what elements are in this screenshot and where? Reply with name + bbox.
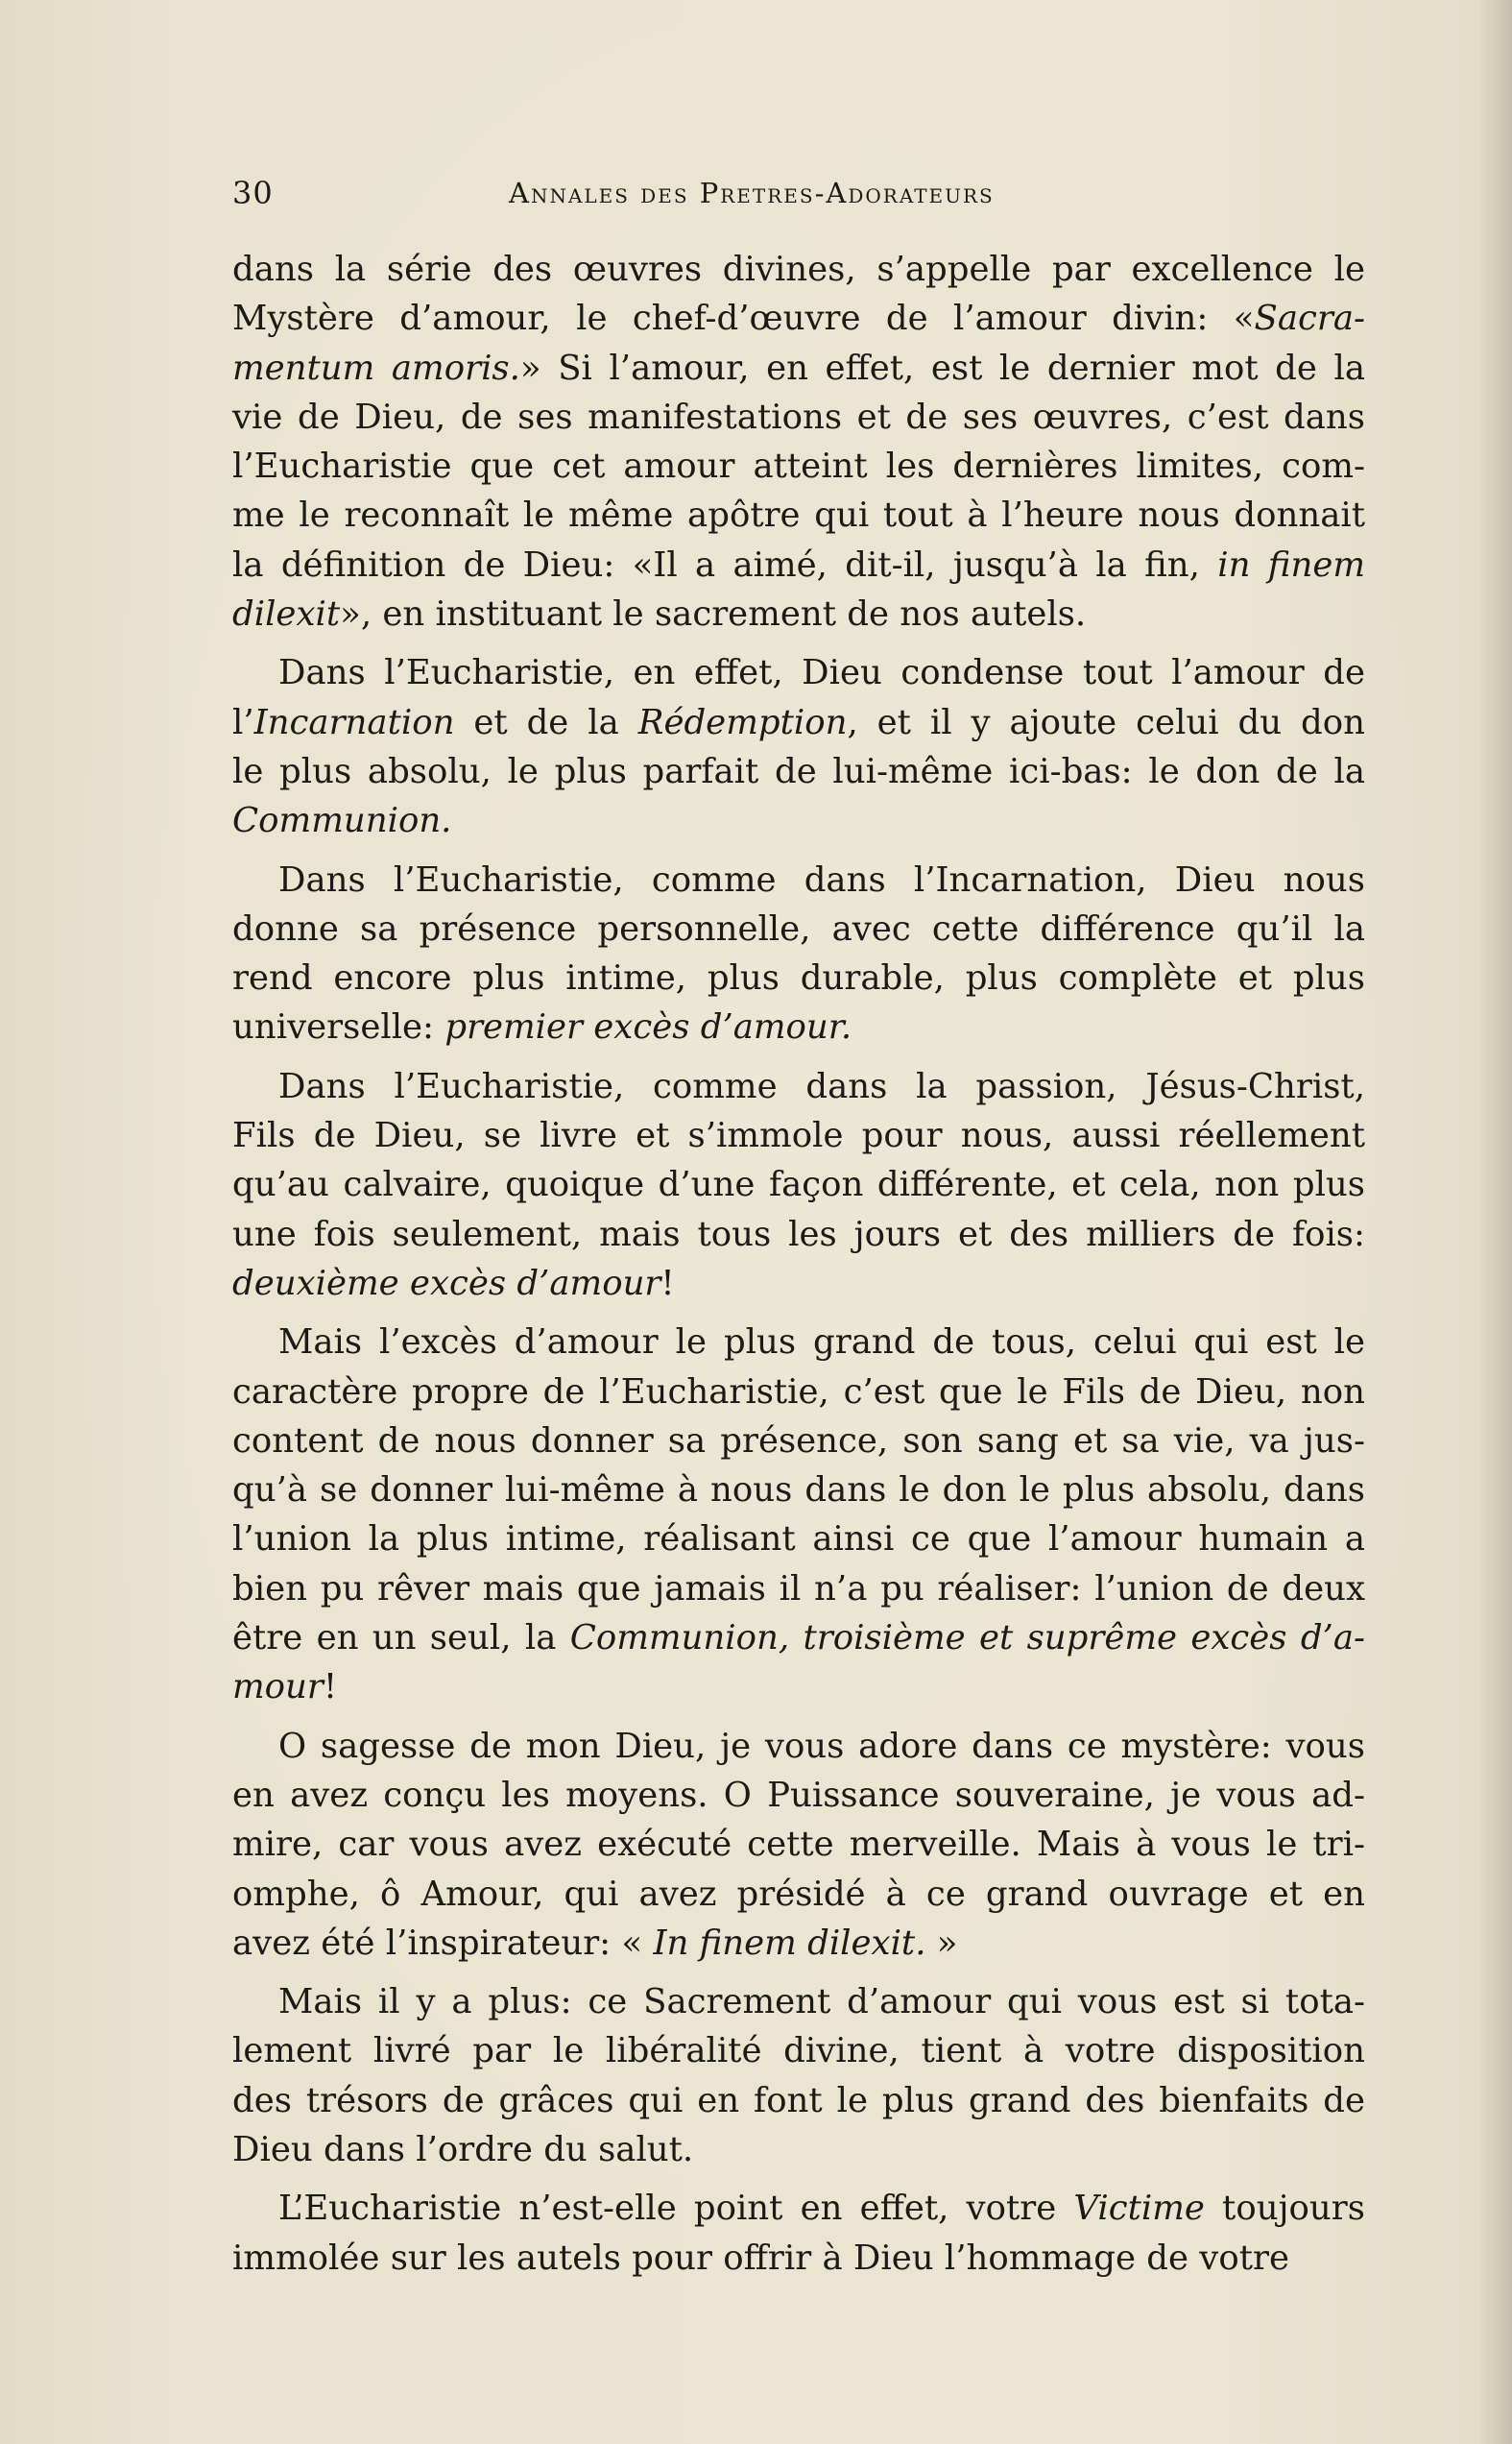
text-segment: dilexit	[232, 594, 341, 635]
text-segment: Dans l’Eucharistie, comme dans l’Incarnation, Dieu nous	[278, 859, 1365, 900]
text-segment: qu’au calvaire, quoique d’une façon différente, et cela, non plus	[232, 1165, 1365, 1205]
paragraph	[232, 1062, 1365, 1308]
text-segment: la définition de Dieu: «Il a aimé, dit-il, jusqu’à la fin,	[232, 544, 1218, 585]
text-line	[232, 1870, 1365, 1919]
paragraph-gap	[232, 1968, 1365, 1977]
text-segment: universelle:	[232, 1007, 445, 1048]
paragraph	[232, 245, 1365, 639]
text-segment: In finem dilexit.	[653, 1923, 926, 1963]
text-segment: Rédemption	[637, 702, 848, 742]
text-segment: mentum amoris.	[232, 348, 520, 388]
text-line	[232, 2184, 1365, 2233]
text-segment: bien pu rêver mais que jamais il n’a pu réaliser: l’union de deux	[232, 1568, 1365, 1609]
text-segment: caractère propre de l’Eucharistie, c’est que le Fils de Dieu, non	[232, 1371, 1365, 1412]
text-line	[232, 294, 1365, 343]
text-segment: », en instituant le sacrement de nos autels.	[340, 594, 1087, 635]
text-line	[232, 1820, 1365, 1869]
text-line	[232, 1919, 1365, 1968]
text-segment: deuxième excès d’amour	[232, 1263, 661, 1303]
text-segment: Dieu dans l’ordre du salut.	[232, 2129, 694, 2169]
text-segment: mire, car vous avez exécuté cette merveille. Mais à vous le tri-	[232, 1825, 1365, 1865]
text-segment: donne sa présence personnelle, avec cette différence qu’il la	[232, 908, 1365, 949]
text-line	[232, 1662, 1365, 1711]
text-line	[232, 1465, 1365, 1514]
page-edge-shadow	[1477, 0, 1512, 2444]
paragraph-gap	[232, 1308, 1365, 1318]
text-line	[232, 1613, 1365, 1662]
text-line	[232, 245, 1365, 294]
text-line	[232, 1416, 1365, 1465]
paragraph	[232, 648, 1365, 845]
text-segment: Communion, troisième et suprême excès d’a-	[569, 1618, 1365, 1658]
text-segment: Dans l’Eucharistie, comme dans la passion, Jésus-Christ,	[278, 1066, 1365, 1106]
text-line	[232, 905, 1365, 954]
text-segment: en avez conçu les moyens. O Puissance souveraine, je vous ad-	[232, 1775, 1365, 1815]
paragraph	[232, 1977, 1365, 2174]
paragraph-gap	[232, 639, 1365, 648]
text-segment: Incarnation	[253, 702, 455, 742]
text-line	[232, 491, 1365, 540]
text-segment: l’Eucharistie que cet amour atteint les dernières limites, com-	[232, 447, 1365, 487]
text-segment: des trésors de grâces qui en font le plus grand des bienfaits de	[232, 2080, 1365, 2120]
paragraph	[232, 1722, 1365, 1968]
text-segment: Communion.	[232, 801, 452, 841]
text-line	[232, 1514, 1365, 1563]
text-segment: Victime	[1073, 2189, 1205, 2229]
text-segment: qu’à se donner lui-même à nous dans le don le plus absolu, dans	[232, 1470, 1365, 1511]
text-line	[232, 698, 1365, 747]
text-segment: toujours	[1204, 2189, 1365, 2229]
text-line	[232, 1003, 1365, 1052]
text-segment: !	[323, 1667, 338, 1707]
text-line	[232, 1771, 1365, 1820]
paragraph-gap	[232, 1053, 1365, 1062]
text-segment: et de la	[454, 702, 638, 742]
text-line	[232, 2076, 1365, 2125]
text-line	[232, 541, 1365, 590]
paragraph-gap	[232, 846, 1365, 856]
text-segment: » Si l’amour, en effet, est le dernier mot de la	[519, 348, 1365, 388]
text-line	[232, 1259, 1365, 1308]
text-line	[232, 1210, 1365, 1259]
text-segment: Mystère d’amour, le chef-d’œuvre de l’amour divin: «	[232, 299, 1255, 339]
running-head	[232, 175, 1096, 223]
text-segment: l’union la plus intime, réalisant ainsi ce que l’amour humain a	[232, 1519, 1365, 1560]
text-line	[232, 1111, 1365, 1160]
text-segment: »	[925, 1923, 958, 1963]
text-segment: vie de Dieu, de ses manifestations et de ses œuvres, c’est dans	[232, 397, 1365, 437]
text-segment: Mais il y a plus: ce Sacrement d’amour qui vous est si tota-	[278, 1982, 1365, 2022]
text-line	[232, 590, 1365, 639]
text-segment: L’Eucharistie n’est-elle point en effet, votre	[278, 2189, 1074, 2229]
text-segment: être en un seul, la	[232, 1618, 570, 1658]
text-line	[232, 1062, 1365, 1111]
text-line	[232, 2026, 1365, 2075]
text-segment: content de nous donner sa présence, son sang et sa vie, va jus-	[232, 1420, 1365, 1461]
text-segment: omphe, ô Amour, qui avez présidé à ce grand ouvrage et en	[232, 1874, 1365, 1914]
text-line	[232, 393, 1365, 442]
text-segment: dans la série des œuvres divines, s’appelle par excellence le	[232, 250, 1365, 289]
running-title: Annales des Pretres-Adorateurs	[509, 177, 995, 209]
text-segment: O sagesse de mon Dieu, je vous adore dans ce mystère: vous	[278, 1726, 1365, 1766]
text-segment: avez été l’inspirateur: «	[232, 1923, 654, 1963]
text-line	[232, 954, 1365, 1003]
text-segment: rend encore plus intime, plus durable, plus complète et plus	[232, 958, 1365, 999]
text-line	[232, 796, 1365, 845]
text-line	[232, 442, 1365, 491]
page-number: 30	[232, 175, 274, 211]
paragraph	[232, 2184, 1365, 2283]
text-segment: une fois seulement, mais tous les jours et des milliers de fois:	[232, 1214, 1365, 1254]
text-line	[232, 1318, 1365, 1367]
body-text	[232, 245, 1365, 2283]
text-segment: Dans l’Eucharistie, en effet, Dieu condense tout l’amour de	[278, 653, 1365, 693]
text-segment: Mais l’excès d’amour le plus grand de tous, celui qui est le	[278, 1322, 1365, 1363]
text-segment: Fils de Dieu, se livre et s’immole pour nous, aussi réellement	[232, 1116, 1365, 1156]
text-line	[232, 747, 1365, 796]
text-line	[232, 344, 1365, 393]
text-line	[232, 1367, 1365, 1416]
paragraph-gap	[232, 1712, 1365, 1722]
text-line	[232, 648, 1365, 697]
text-segment: premier excès d’amour.	[444, 1007, 852, 1048]
text-segment: me le reconnaît le même apôtre qui tout à l’heure nous donnait	[232, 496, 1365, 536]
text-segment: lement livré par le libéralité divine, tient à votre disposition	[232, 2031, 1365, 2071]
text-line	[232, 1977, 1365, 2026]
paragraph	[232, 856, 1365, 1053]
text-line	[232, 2234, 1365, 2283]
text-segment: le plus absolu, le plus parfait de lui-même ici-bas: le don de la	[232, 751, 1365, 791]
paragraph-gap	[232, 2174, 1365, 2184]
text-line	[232, 1160, 1365, 1209]
text-segment: Sacra-	[1254, 299, 1365, 339]
text-line	[232, 1564, 1365, 1613]
text-segment: , et il y ajoute celui du don	[847, 702, 1365, 742]
text-segment: immolée sur les autels pour offrir à Dieu l’hommage de votre	[232, 2238, 1289, 2278]
text-line	[232, 856, 1365, 905]
text-segment: !	[660, 1263, 675, 1303]
text-segment: in finem	[1217, 544, 1365, 585]
text-segment: l’	[232, 702, 254, 742]
text-line	[232, 2125, 1365, 2174]
text-line	[232, 1722, 1365, 1771]
text-segment: mour	[232, 1667, 324, 1707]
paragraph	[232, 1318, 1365, 1711]
